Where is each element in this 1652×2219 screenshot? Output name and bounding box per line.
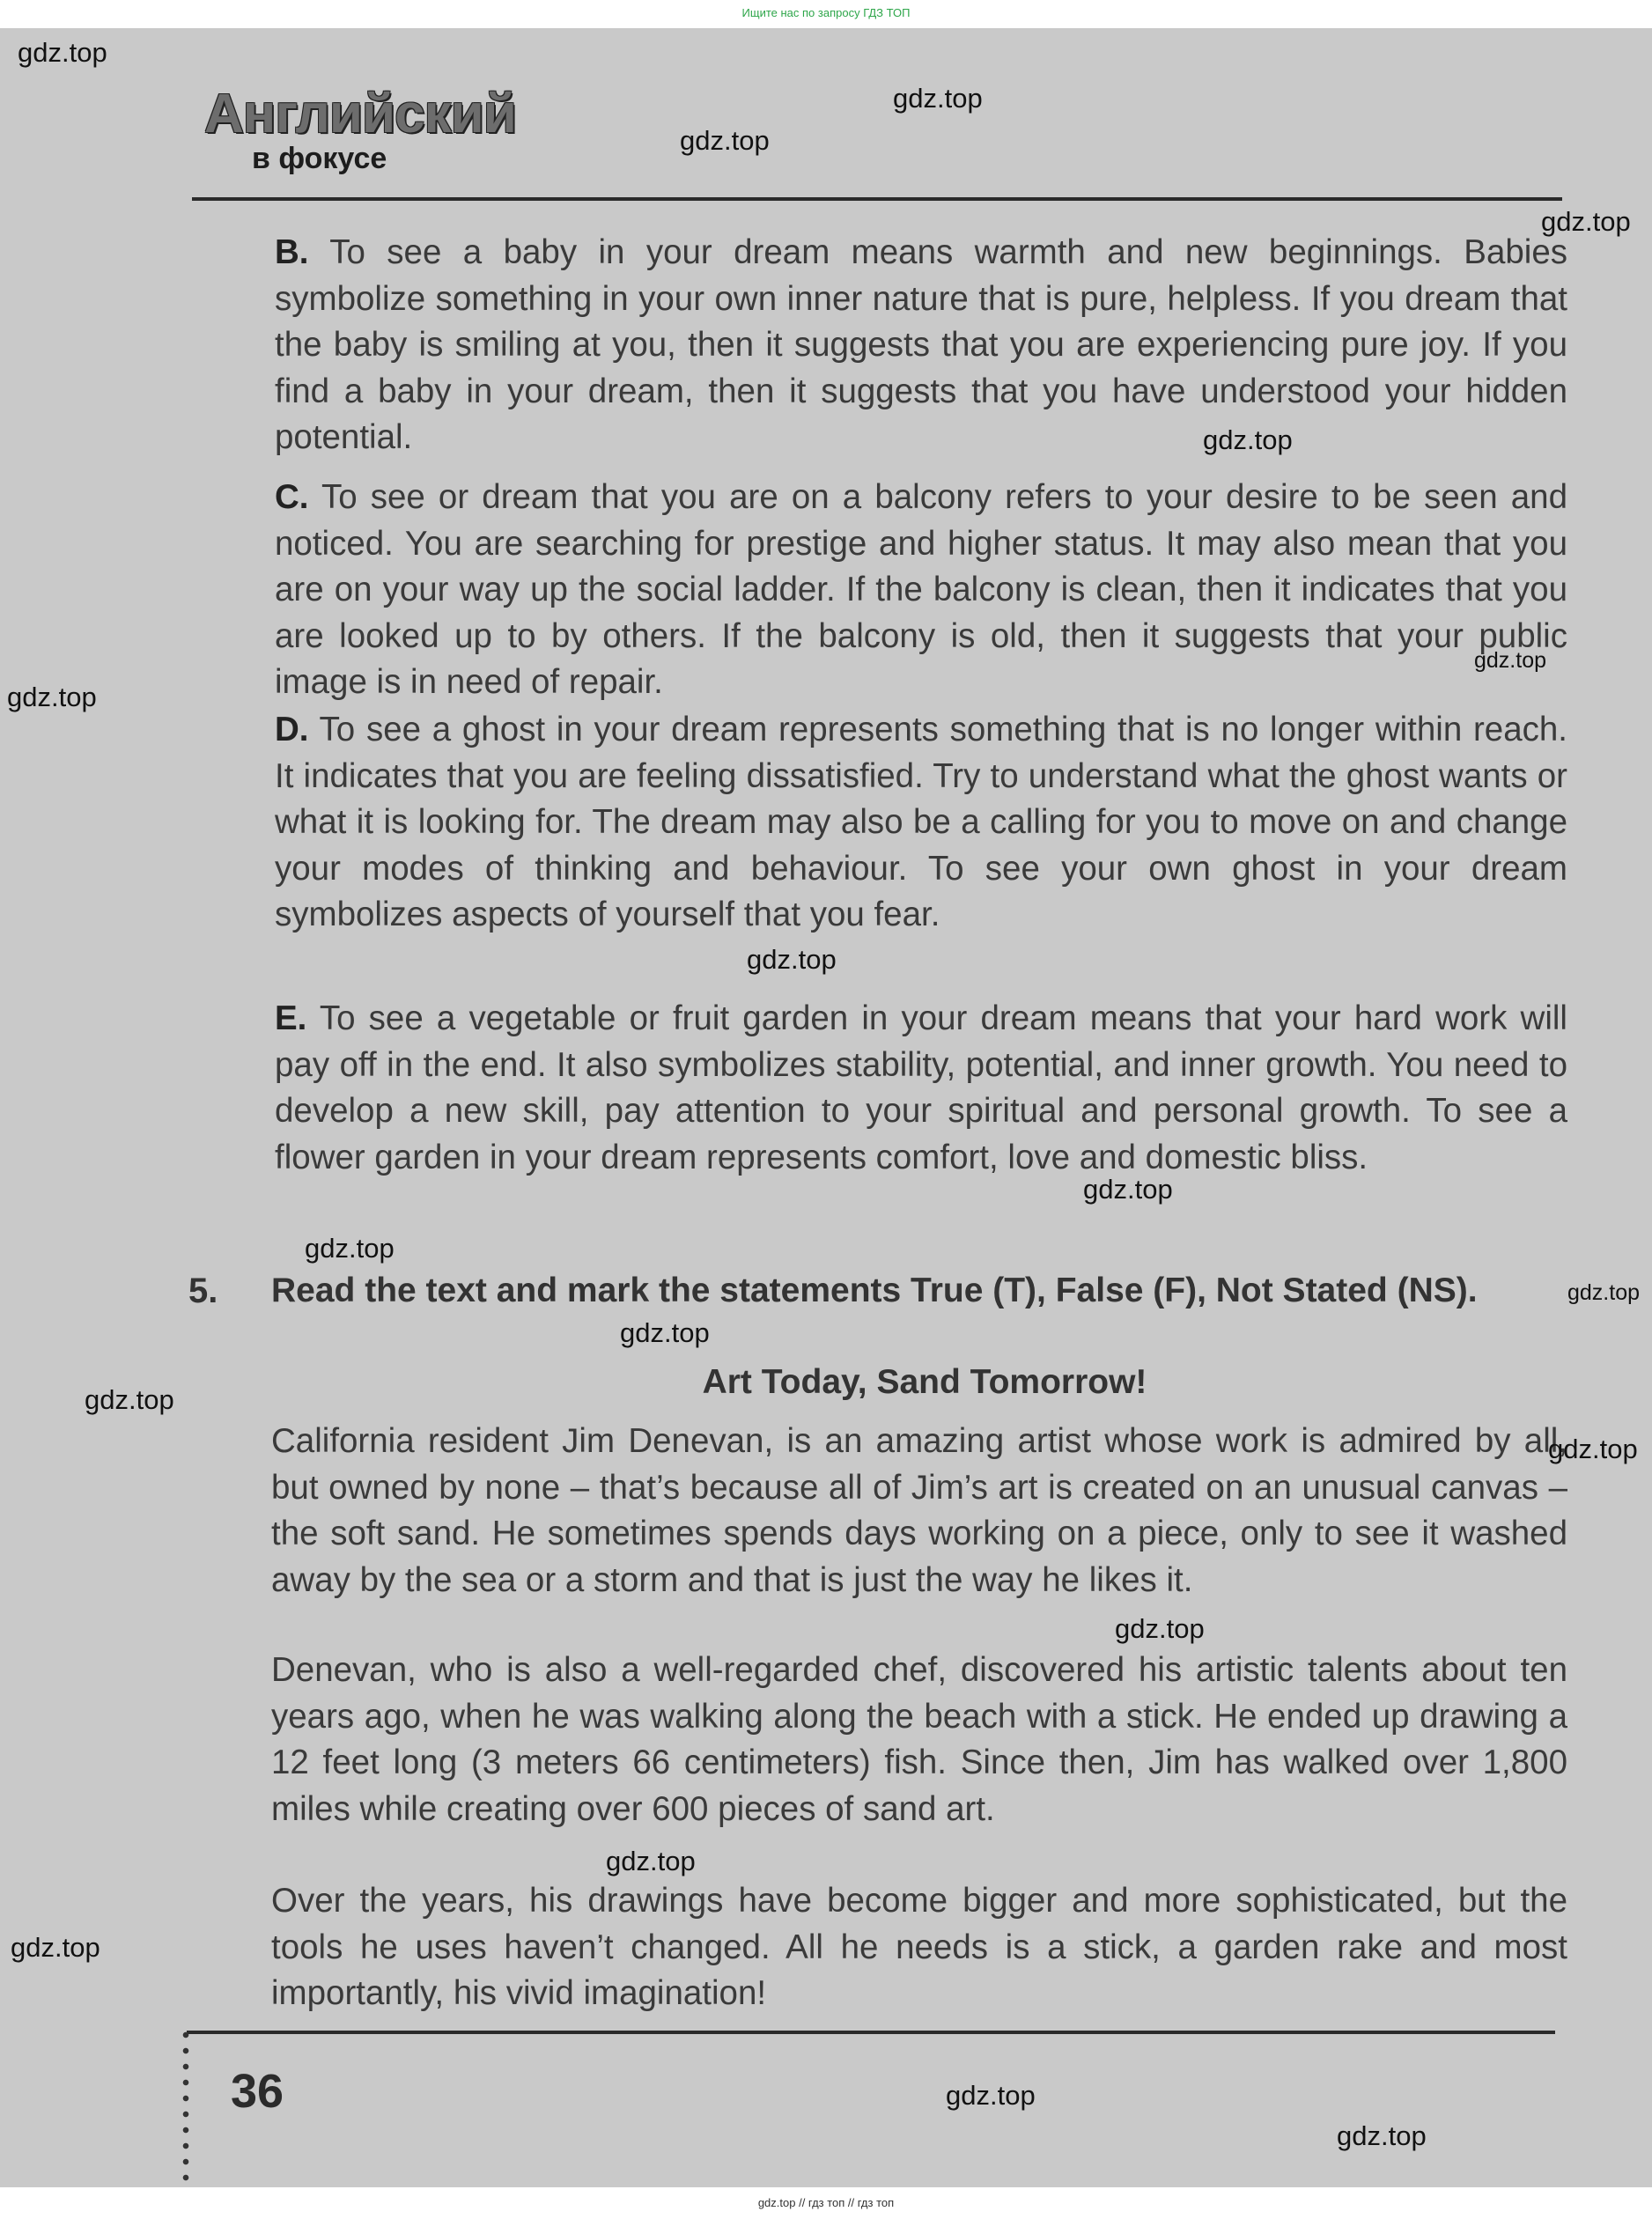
paragraph-text: To see a ghost in your dream represents something that is no longer within reach. It indicates that you are feeling dissatisfied. Try to understand what the ghost wants or what it is looking for. The dream may also be a calling for you to move on and change your modes of thinking and behaviour. To see your own ghost in your dream symbolizes aspects of yourself that you fear. bbox=[275, 711, 1567, 933]
paragraph-letter: C. bbox=[275, 478, 309, 516]
watermark: gdz.top bbox=[1474, 648, 1547, 673]
paragraph-letter: D. bbox=[275, 711, 309, 748]
logo-subtitle: в фокусе bbox=[252, 142, 387, 175]
article-paragraph: California resident Jim Denevan, is an amazing artist whose work is admired by all, but owned by none – that’s because all of Jim’s art is created on an unusual canvas – the soft sand. He sometimes spends days working on a piece, only to see it washed away by the sea or a storm and that is just the way he likes it. bbox=[271, 1422, 1567, 1599]
watermark: gdz.top bbox=[85, 1384, 174, 1415]
watermark: gdz.top bbox=[606, 1846, 696, 1876]
watermark: gdz.top bbox=[1548, 1434, 1638, 1464]
paragraph-text: To see or dream that you are on a balcony refers to your desire to be seen and noticed. You are searching for prestige and higher status. It may also mean that you are on your way up the social ladder. If the balcony is clean, then it indicates that you are looked up to by others. If the balcony is old, then it suggests that your public image is in need of repair. bbox=[275, 478, 1567, 701]
watermark: gdz.top bbox=[1115, 1613, 1205, 1644]
watermark: gdz.top bbox=[620, 1317, 710, 1348]
watermark: gdz.top bbox=[18, 37, 107, 68]
footer-dotted-line bbox=[181, 2027, 190, 2186]
exercise-number: 5. bbox=[188, 1272, 218, 1310]
watermark: gdz.top bbox=[1203, 424, 1293, 455]
top-banner: Ищите нас по запросу ГДЗ ТОП bbox=[741, 6, 911, 19]
watermark: gdz.top bbox=[1567, 1280, 1641, 1305]
watermark: gdz.top bbox=[305, 1233, 395, 1264]
watermark: gdz.top bbox=[747, 944, 837, 975]
page-number: 36 bbox=[231, 2065, 284, 2118]
watermark: gdz.top bbox=[7, 682, 97, 712]
watermark: gdz.top bbox=[1083, 1174, 1173, 1205]
paragraph-text: To see a baby in your dream means warmth and new beginnings. Babies symbolize something in your own inner nature that is pure, helpless. If you dream that the baby is smiling at you, then it suggests that you are experiencing pure joy. If you find a baby in your dream, then it suggests that you have understood your hidden potential. bbox=[275, 233, 1567, 456]
watermark: gdz.top bbox=[680, 125, 770, 156]
paragraph-e bbox=[275, 996, 1567, 1181]
watermark: gdz.top bbox=[1337, 2120, 1427, 2151]
book-logo bbox=[204, 84, 516, 183]
article-paragraph: Over the years, his drawings have become bigger and more sophisticated, but the tools he uses haven’t changed. All he needs is a stick, a garden rake and most importantly, his vivid imagination! bbox=[271, 1882, 1567, 2012]
article-paragraph: Denevan, who is also a well-regarded chef, discovered his artistic talents about ten years ago, when he was walking along the beach with a stick. He ended up drawing a 12 feet long (3 meters 66 centimeters) fish. Since then, Jim has walked over 1,800 miles while creating over 600 pieces of sand art. bbox=[271, 1651, 1567, 1828]
footer-rule bbox=[187, 2031, 1555, 2034]
paragraph-b bbox=[275, 230, 1567, 461]
paragraph-text: To see a vegetable or fruit garden in your dream means that your hard work will pay off in the end. It also symbolizes stability, potential, and inner growth. You need to develop a new skill, pay attention to your spiritual and personal growth. To see a flower garden in your dream represents comfort, love and domestic bliss. bbox=[275, 999, 1567, 1176]
paragraph-letter: B. bbox=[275, 233, 309, 271]
watermark: gdz.top bbox=[946, 2080, 1036, 2111]
paragraph-c bbox=[275, 475, 1567, 706]
watermark: gdz.top bbox=[893, 83, 983, 114]
logo-title: Английский bbox=[204, 84, 516, 144]
article-title: Art Today, Sand Tomorrow! bbox=[702, 1363, 1147, 1401]
exercise-instruction: Read the text and mark the statements True (T), False (F), Not Stated (NS). bbox=[271, 1272, 1478, 1309]
paragraph-d bbox=[275, 707, 1567, 939]
bottom-banner: gdz.top // гдз топ // гдз топ bbox=[757, 2196, 895, 2209]
watermark: gdz.top bbox=[11, 1932, 100, 1963]
paragraph-letter: E. bbox=[275, 999, 307, 1037]
header-rule bbox=[192, 197, 1562, 201]
watermark: gdz.top bbox=[1541, 206, 1631, 237]
